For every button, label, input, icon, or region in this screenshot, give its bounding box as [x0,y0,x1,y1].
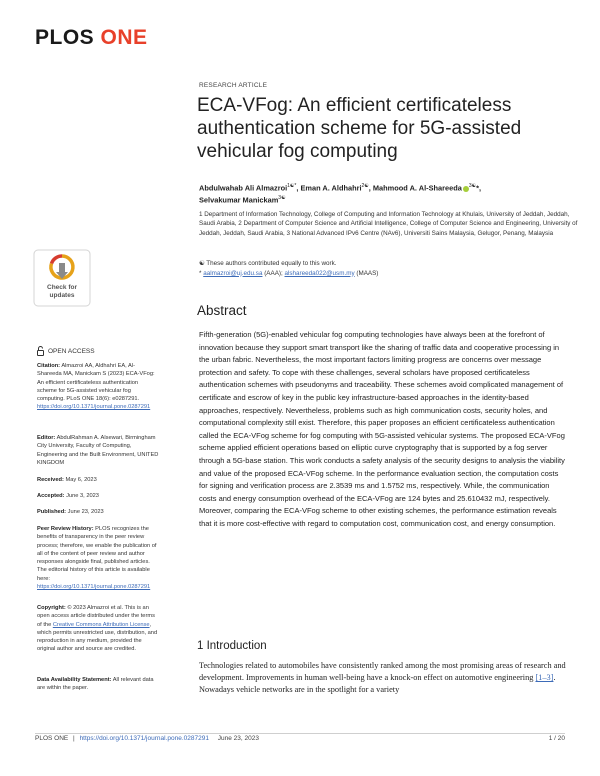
copyright-text: © 2023 Almazroi et al. This is an open access article distributed under the terms of the [37,605,155,628]
published-label: Published: [37,509,67,515]
email-2-tail: (MAAS) [354,269,379,277]
copyright-label: Copyright: [37,605,66,611]
editor-label: Editor: [37,435,56,441]
license-link[interactable]: Creative Commons Attribution License [52,621,150,628]
peer-review-block [37,525,159,591]
received-value: May 6, 2023 [63,477,97,483]
received-date [37,476,159,484]
footer-journal: PLOS ONE [35,735,69,742]
peer-review-label: Peer Review History: [37,526,94,532]
badge-line-1: Check for [47,284,77,291]
citation-ref-link[interactable]: [1–3] [535,673,554,683]
footer-doi-link[interactable]: https://doi.org/10.1371/journal.pone.0287291 [79,735,209,742]
article-type: RESEARCH ARTICLE [199,82,268,89]
received-label: Received: [37,477,64,483]
author-3[interactable]: , Mahmood A. Al-Shareeda [368,183,462,193]
author-3-sup: 3☯ [468,183,477,189]
editor-text: AbdulRahman A. Alsewari, Birmingham City University, Faculty of Computing, Engineering and the Built Environment, UNITED KINGDOM [37,435,159,466]
affiliations: 1 Department of Information Technology, College of Computing and Information Technology at Khulais, University of Jeddah, Jeddah, Saudi Arabia, 2 Department of Computer Science and Artificial Intelligence, College of Computer Science and Engineering, University of Jeddah, Jeddah, Saudi Arabia, 3 National Advanced IPv6 Centre (NAv6), Universiti Sains Malaysia, Gelugor, Penang, Malaysia [199,211,578,237]
check-for-updates-badge[interactable] [32,248,92,308]
author-4-sup: 3☯ [278,195,286,202]
accepted-date [37,492,159,500]
email-1-tail: (AAA); [262,269,285,277]
author-2[interactable]: , Eman A. Aldhahri [296,183,362,193]
corresponding-star: * [199,269,204,277]
copyright-block [37,604,159,654]
open-lock-icon [37,346,44,356]
footer-divider [35,733,565,734]
copyright-tail: , which permits unrestricted use, distribution, and reproduction in any medium, provided the original author and source are credited. [37,621,158,653]
open-access-label [37,346,95,356]
citation-doi-link[interactable]: https://doi.org/10.1371/journal.pone.0287291 [37,404,151,411]
equal-contribution-note: ☯ These authors contributed equally to this work. [199,260,337,267]
journal-logo[interactable] [35,26,148,50]
peer-review-link[interactable]: https://doi.org/10.1371/journal.pone.0287291 [37,584,151,591]
logo-one: ONE [100,26,148,49]
accepted-label: Accepted: [37,493,65,499]
citation-label: Citation: [37,363,61,369]
intro-text-2: . Nowadays vehicle networks are in the spotlight for a variety [199,673,556,695]
abstract-body [199,329,569,531]
abstract-heading: Abstract [197,303,247,318]
published-value: June 23, 2023 [66,509,104,515]
author-notes [199,259,579,278]
badge-line-2: updates [49,291,75,299]
published-date [37,508,159,516]
data-availability-text: All relevant data are within the paper. [37,677,154,692]
page-footer [35,735,565,742]
data-availability-label: Data Availability Statement: [37,677,112,683]
logo-plos: PLOS [35,26,95,49]
article-title: ECA-VFog: An efficient certificateless authentication scheme for 5G-assisted vehicular fog computing [197,95,522,162]
footer-separator: | [73,735,75,742]
author-list [199,181,579,206]
author-1-sup: 1☯* [287,183,297,189]
abstract-paragraph: Fifth-generation (5G)-enabled vehicular fog computing technologies have always been at the forefront of innovation because they support smart transport like the sharing of traffic data and cooperative processing in the urban fabric. Nevertheless, the most important factors limiting progress are concerns over message protection and safety. To cope with these challenges, several scholars have proposed certificateless authentication schemes with pseudonyms and traceability. These schemes avoid complicated management of certificate and escrow of key in the public key infrastructure-based approaches in the identity-based approaches, respectively. Nevertheless, problems such as high communication costs, security holes, and computational complexity still exist. Therefore, this paper proposes an efficient certificateless authentication called the ECA-VFog scheme for fog computing with 5G-assisted vehicular systems. The proposed ECA-VFog scheme applied efficient operations based on elliptic curve cryptography that is supported by a fog server through a 5G-base station. This work conducts a safety analysis of the security designs to analysis the viability and value of the proposed ECA-VFog scheme. In the performance evaluation section, the computation costs for signing and verification process are 2.3539 ms and 1.5752 ms, respectively. While, the communication costs and energy consumption overhead of the ECA-VFog are 124 bytes and 25.610432 mJ, respectively. Moreover, comparing the ECA-VFog scheme to other existing schemes, the performance estimation reveals that it is more cost-effective with regard to computation cost, communication cost, and energy consumption. [199,330,565,528]
accepted-value: June 3, 2023 [64,493,99,499]
introduction-heading: 1 Introduction [197,640,267,652]
introduction-paragraph [199,660,571,697]
footer-date: June 23, 2023 [217,735,259,742]
corresponding-note [199,269,579,279]
check-for-updates-icon [32,248,92,308]
author-4[interactable]: Selvakumar Manickam [199,195,279,205]
author-1[interactable]: Abdulwahab Ali Almazroi [199,183,288,193]
open-access-text: OPEN ACCESS [48,347,95,355]
page-number: 1 / 20 [548,735,565,742]
author-2-sup: 2☯ [361,183,369,189]
citation-block [37,362,159,412]
intro-text-1: Technologies related to automobiles have consistently ranked among the most promising areas of research and development. Improvements in human well-being have a knock-on effect on automotive engineering [199,661,566,683]
data-availability-block [37,676,159,693]
author-3-tail: *, [476,183,482,193]
email-link-2[interactable]: alshareeda022@usm.my [284,269,355,277]
badge-label [32,284,92,299]
editor-block [37,434,159,467]
email-link-1[interactable]: aalmazroi@uj.edu.sa [203,269,263,277]
peer-review-text: PLOS recognizes the benefits of transparency in the peer review process; therefore, we enable the publication of all of the content of peer review and author responses alongside final, published articles. The editorial history of this article is available here: [37,526,157,582]
citation-text: Almazroi AA, Aldhahri EA, Al-Shareeda MA, Manickam S (2023) ECA-VFog: An efficient certificateless authentication scheme for 5G-assisted vehicular fog computing. PLoS ONE 18(6): e0287291. [37,363,155,403]
